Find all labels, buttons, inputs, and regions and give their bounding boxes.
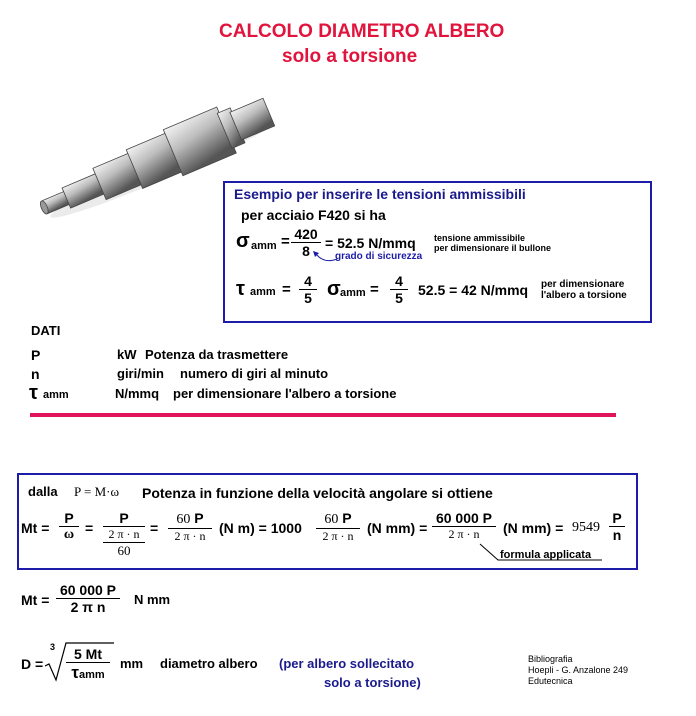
mt-result-label: Mt =: [21, 592, 50, 608]
fraction-60000p-num: 60 000 P: [432, 510, 496, 527]
equals-2: =: [150, 520, 159, 536]
unit-nmm-2: (N mm) =: [503, 520, 564, 536]
bibliography: [528, 654, 628, 687]
fraction-60p-2-den: 2 π · n: [322, 529, 354, 543]
tau-equals: =: [282, 281, 291, 298]
data-row-tau-symbol: τ: [29, 382, 38, 404]
tau-sigma-amm: amm: [340, 287, 366, 299]
diameter-den: [66, 663, 110, 683]
fraction-p-omega-num: P: [59, 510, 79, 527]
diameter-den-tau: τ: [71, 663, 79, 682]
fraction-p-n-num: P: [609, 510, 625, 527]
diameter-den-sub: amm: [78, 669, 105, 681]
constant-9549: 9549: [572, 520, 600, 535]
fraction-60p-den: 2 π · n: [174, 529, 206, 543]
tau-sigma-symbol: σ: [327, 278, 341, 300]
diameter-desc: diametro albero: [160, 656, 258, 671]
tau-note-line-1: per dimensionare: [541, 279, 625, 290]
sigma-amm-subscript: amm: [251, 240, 277, 252]
fraction-p-omega-den: ω: [63, 527, 75, 542]
formula-dalla: dalla: [28, 484, 58, 499]
diameter-fraction: [66, 646, 110, 683]
tau-fraction-numerator: 4: [299, 273, 317, 290]
sigma-note: [434, 233, 551, 253]
tau-sigma-equals: =: [370, 281, 379, 298]
bibliography-line-1: Bibliografia: [528, 654, 573, 664]
root-index: 3: [50, 642, 56, 652]
tau-amm-subscript: amm: [250, 286, 276, 298]
data-row-n-desc: numero di giri al minuto: [180, 366, 329, 381]
sigma-equals: =: [281, 233, 290, 250]
sigma-result: = 52.5 N/mmq: [325, 235, 416, 251]
fraction-60p-2-p: P: [342, 510, 352, 526]
data-row-p-unit: kW: [117, 347, 137, 362]
sigma-note-line-2: per dimensionare il bullone: [434, 243, 552, 253]
sigma-note-line-1: tensione ammissibile: [434, 233, 526, 243]
fraction-60p-const: 60: [176, 512, 191, 527]
tau-note-line-2: l'albero a torsione: [541, 290, 627, 301]
tau-note: [541, 279, 627, 301]
mt-result-fraction: [56, 582, 120, 615]
fraction-nested-den-num: 2 π · n: [103, 527, 145, 543]
sigma-numerator: 420: [291, 226, 321, 243]
fraction-p-nested: [103, 510, 145, 559]
power-formula: P = M·ω: [74, 484, 120, 499]
data-row-tau-desc: per dimensionare l'albero a torsione: [173, 386, 397, 401]
page-subtitle: solo a torsione: [282, 46, 418, 67]
fraction-p-n: [609, 510, 625, 543]
tau-symbol: τ: [236, 278, 245, 300]
page-title: CALCOLO DIAMETRO ALBERO: [219, 21, 505, 42]
data-row-p-desc: Potenza da trasmettere: [145, 347, 289, 362]
equals-1: =: [85, 520, 94, 536]
data-row-n-symbol: n: [31, 366, 40, 382]
data-row-tau-subscript: amm: [43, 389, 69, 401]
tau-fraction-2: [390, 273, 408, 306]
bibliography-line-2: Hoepli - G. Anzalone 249: [528, 665, 629, 675]
fraction-nested-den-den: 60: [117, 543, 131, 558]
data-heading: DATI: [31, 323, 61, 338]
sigma-denominator: 8: [302, 243, 310, 259]
fraction-60000p: [432, 510, 496, 542]
tau-fraction: [299, 273, 317, 306]
fraction-p-omega: [59, 510, 79, 543]
mt-label: Mt =: [21, 520, 50, 536]
example-heading: Esempio per inserire le tensioni ammissibili: [234, 186, 526, 202]
unit-nm: (N m) = 1000: [219, 520, 302, 536]
unit-nmm: (N mm) =: [367, 520, 428, 536]
data-row-n-unit: giri/min: [117, 366, 164, 381]
diameter-num: 5 Mt: [66, 646, 110, 663]
mt-result-den: 2 π n: [70, 599, 106, 615]
fraction-60p: [168, 510, 212, 544]
tau-fraction-2-numerator: 4: [390, 273, 408, 290]
example-material: per acciaio F420 si ha: [241, 207, 386, 223]
data-row-tau-unit: N/mmq: [115, 386, 160, 401]
tau-fraction-denominator: 5: [304, 290, 312, 306]
fraction-60p-p: P: [194, 510, 204, 526]
tau-fraction-2-denominator: 5: [395, 290, 403, 306]
diameter-unit: mm: [120, 656, 144, 671]
diameter-note-1: (per albero sollecitato: [279, 656, 415, 671]
fraction-60p-2: [316, 510, 360, 544]
mt-result-num: 60 000 P: [56, 582, 120, 599]
mt-result-unit: N mm: [134, 592, 171, 607]
safety-label: grado di sicurezza: [335, 251, 423, 262]
section-divider: [30, 413, 616, 417]
data-row-p-symbol: P: [31, 347, 41, 363]
applied-label: formula applicata: [500, 549, 592, 561]
fraction-p-n-den: n: [612, 527, 622, 543]
bibliography-line-3: Edutecnica: [528, 676, 573, 686]
fraction-60p-2-const: 60: [324, 512, 339, 527]
power-text: Potenza in funzione della velocità angolare si ottiene: [142, 485, 493, 501]
fraction-60000p-den: 2 π · n: [448, 527, 480, 541]
tau-result: 52.5 = 42 N/mmq: [418, 282, 529, 298]
fraction-nested-num: P: [103, 510, 145, 527]
diameter-note-2: solo a torsione): [324, 675, 421, 690]
diameter-label: D =: [21, 656, 44, 672]
sigma-symbol: σ: [236, 230, 250, 252]
